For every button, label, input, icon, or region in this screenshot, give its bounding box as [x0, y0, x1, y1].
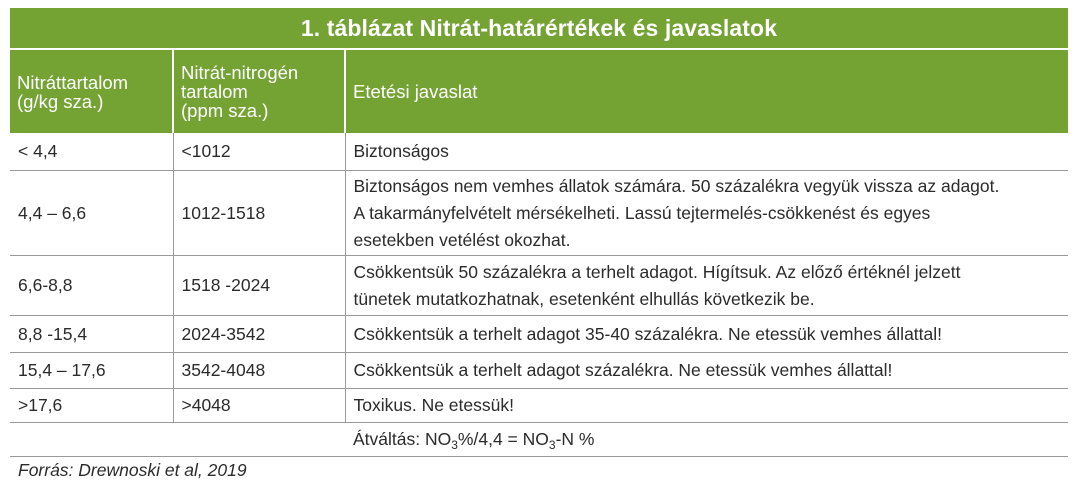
- formula-subscript: 3: [451, 438, 458, 452]
- table-row: [10, 256, 1068, 316]
- cell-advice: [345, 171, 1068, 256]
- formula-part: -N %: [555, 429, 595, 449]
- cell-advice: [345, 353, 1068, 389]
- table-title: 1. táblázat Nitrát-határértékek és javaslatok: [10, 8, 1068, 48]
- nitrate-limits-table: [10, 50, 1068, 457]
- cell-nitrate: 8,8 -15,4: [10, 316, 173, 353]
- cell-advice: [345, 389, 1068, 423]
- advice-line: Csökkentsük a terhelt adagot 35-40 százalékra. Ne etessük vemhes állattal!: [353, 323, 943, 344]
- cell-advice: [345, 256, 1068, 316]
- header-line: (ppm sza.): [181, 100, 269, 121]
- column-header-nitrate-nitrogen: [173, 50, 345, 133]
- cell-advice: [345, 133, 1068, 171]
- cell-nitrate: 6,6-8,8: [10, 256, 173, 316]
- formula-part: %/4,4 = NO: [457, 429, 549, 449]
- advice-line: tünetek mutatkozhatnak, esetenként elhullás következik be.: [353, 288, 815, 309]
- table-row: [10, 171, 1068, 256]
- advice-line: Biztonságos: [353, 141, 449, 161]
- empty-cell: [173, 423, 345, 457]
- advice-line: Toxikus. Ne etessük!: [353, 395, 514, 415]
- cell-nitrate: 4,4 – 6,6: [10, 171, 173, 256]
- header-line: Etetési javaslat: [353, 81, 478, 102]
- header-row: [10, 50, 1068, 133]
- advice-line: Csökkentsük 50 százalékra a terhelt adagot. Hígítsuk. Az előző értéknél jelzett: [353, 261, 961, 282]
- cell-nitrate-nitrogen: >4048: [173, 389, 345, 423]
- source-citation: Forrás: Drewnoski et al, 2019: [18, 460, 247, 480]
- formula-subscript: 3: [548, 438, 556, 452]
- cell-nitrate-nitrogen: 3542-4048: [173, 353, 345, 389]
- table-row: [10, 389, 1068, 423]
- table-row: [10, 353, 1068, 389]
- nitrate-table-container: [10, 8, 1068, 457]
- advice-line: A takarmányfelvételt mérsékelheti. Lassú tejtermelés-csökkenést és egyes: [353, 202, 931, 223]
- conversion-row: [10, 423, 1068, 457]
- column-header-nitrate: [10, 50, 173, 133]
- header-line: (g/kg sza.): [17, 90, 104, 112]
- cell-nitrate: < 4,4: [18, 141, 58, 161]
- empty-cell: [10, 423, 173, 457]
- header-line: Nitráttartalom: [17, 71, 129, 93]
- advice-line: esetekben vetélést okozhat.: [353, 229, 571, 250]
- conversion-formula: [345, 423, 1068, 457]
- cell-nitrate-nitrogen: <1012: [173, 133, 345, 171]
- table-row: [10, 133, 1068, 171]
- column-header-feeding-advice: [345, 50, 1068, 133]
- header-line: tartalom: [181, 81, 248, 102]
- cell-nitrate-nitrogen: 1012-1518: [173, 171, 345, 256]
- advice-line: Biztonságos nem vemhes állatok számára. 50 százalékra vegyük vissza az adagot.: [353, 175, 1000, 196]
- cell-nitrate: >17,6: [10, 389, 173, 423]
- formula-part: Átváltás: NO: [353, 429, 452, 449]
- cell-nitrate: 15,4 – 17,6: [10, 353, 173, 389]
- advice-line: Csökkentsük a terhelt adagot százalékra. Ne etessük vemhes állattal!: [353, 360, 893, 380]
- cell-nitrate-nitrogen: 1518 -2024: [173, 256, 345, 316]
- cell-advice: [345, 316, 1068, 353]
- cell-nitrate-nitrogen: 2024-3542: [173, 316, 345, 353]
- table-row: [10, 316, 1068, 353]
- header-line: Nitrát-nitrogén: [181, 62, 299, 83]
